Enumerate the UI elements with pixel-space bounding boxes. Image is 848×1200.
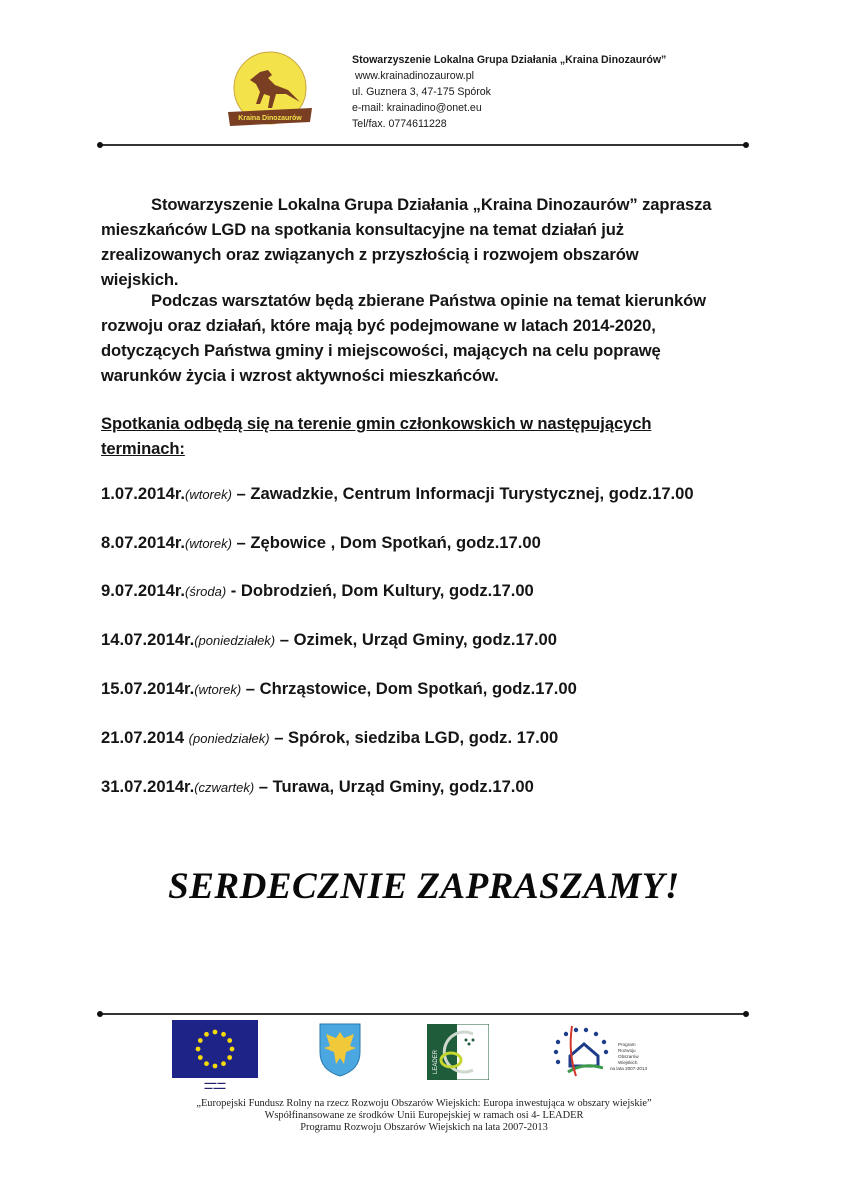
org-name: Stowarzyszenie Lokalna Grupa Działania „Kraina Dinozaurów” <box>352 54 667 66</box>
meeting-item <box>101 533 541 553</box>
heading-line: Spotkania odbędą się na terenie gmin członkowskich w następujących <box>101 414 652 433</box>
prow-line: Rozwoju <box>618 1048 636 1053</box>
prow-line: Program <box>618 1042 636 1047</box>
logo-banner-text: Kraina Dinozaurów <box>238 115 302 122</box>
funding-line: „Europejski Fundusz Rolny na rzecz Rozwoju Obszarów Wiejskich: Europa inwestująca w obszary wiejskie” <box>196 1098 652 1109</box>
meeting-day: (czwartek) <box>194 780 255 795</box>
meeting-day: (wtorek) <box>184 536 232 551</box>
text-line: wiejskich. <box>101 270 179 289</box>
org-email[interactable]: e-mail: krainadino@onet.eu <box>352 102 482 114</box>
prow-logo-caption <box>610 1042 648 1072</box>
intro-paragraph-2 <box>101 288 761 388</box>
meeting-details: – Ozimek, Urząd Gminy, godz.17.00 <box>275 630 558 649</box>
heading-line: terminach: <box>101 439 185 458</box>
meeting-item <box>101 484 694 504</box>
meeting-item <box>101 630 557 650</box>
meeting-details: – Zębowice , Dom Spotkań, godz.17.00 <box>231 533 541 552</box>
meeting-details: – Zawadzkie, Centrum Informacji Turystycznej, godz.17.00 <box>231 484 694 503</box>
eu-flag-caption: ▬▬▬ ▬▬ ▬▬ ▬▬▬ <box>204 1080 226 1090</box>
meeting-date: 15.07.2014r. <box>101 679 195 698</box>
text-line: zrealizowanych oraz związanych z przyszłością i rozwojem obszarów <box>101 245 639 264</box>
prow-line: Obszarów <box>618 1054 639 1059</box>
meeting-day: (poniedziałek) <box>194 633 276 648</box>
text-line: dotyczących Państwa gminy i miejscowości, mających na celu poprawę <box>101 341 661 360</box>
org-address: ul. Guznera 3, 47-175 Spórok <box>352 86 491 98</box>
meeting-date: 31.07.2014r. <box>101 777 195 796</box>
text-line: rozwoju oraz działań, które mają być podejmowane w latach 2014-2020, <box>101 316 656 335</box>
funding-statement <box>0 1098 848 1134</box>
lgd-logo <box>220 50 320 135</box>
text-line: mieszkańców LGD na spotkania konsultacyjne na temat działań już <box>101 220 624 239</box>
meeting-date: 14.07.2014r. <box>101 630 195 649</box>
text-line: Podczas warsztatów będą zbierane Państwa opinie na temat kierunków <box>151 291 706 310</box>
eu-flag-icon <box>172 1020 258 1078</box>
meeting-day: (poniedziałek) <box>188 731 270 746</box>
meeting-day: (wtorek) <box>194 682 242 697</box>
prow-line: Wiejskich <box>618 1060 638 1065</box>
meeting-details: – Turawa, Urząd Gminy, godz.17.00 <box>254 777 534 796</box>
funding-line: Współfinansowane ze środków Unii Europejskiej w ramach osi 4- LEADER <box>264 1110 584 1121</box>
closing-invitation: SERDECZNIE ZAPRASZAMY! <box>168 866 680 907</box>
leader-logo-text: LEADER <box>433 1049 439 1074</box>
meeting-date: 9.07.2014r. <box>101 581 185 600</box>
meeting-date: 8.07.2014r. <box>101 533 185 552</box>
footer-divider <box>100 1013 746 1015</box>
text-line: Stowarzyszenie Lokalna Grupa Działania „Kraina Dinozaurów” zaprasza <box>151 195 712 214</box>
intro-paragraph-1 <box>101 192 761 292</box>
meeting-date: 21.07.2014 <box>101 728 189 747</box>
leader-logo-icon <box>427 1024 489 1080</box>
opole-coat-of-arms-icon <box>318 1022 362 1078</box>
funding-line: Programu Rozwoju Obszarów Wiejskich na lata 2007-2013 <box>300 1122 548 1133</box>
org-website[interactable]: www.krainadinozaurow.pl <box>355 70 474 82</box>
meeting-details: – Spórok, siedziba LGD, godz. 17.00 <box>269 728 559 747</box>
meeting-item <box>101 679 577 699</box>
header-divider <box>100 144 746 146</box>
meeting-details: – Chrząstowice, Dom Spotkań, godz.17.00 <box>241 679 577 698</box>
meeting-day: (wtorek) <box>184 487 232 502</box>
org-phone: Tel/fax. 0774611228 <box>352 118 447 130</box>
org-contact-block <box>352 52 666 132</box>
meeting-day: (środa) <box>184 584 227 599</box>
meeting-item <box>101 728 558 748</box>
meetings-heading <box>101 411 761 461</box>
meeting-item <box>101 581 534 601</box>
meeting-date: 1.07.2014r. <box>101 484 185 503</box>
text-line: warunków życia i wzrost aktywności mieszkańców. <box>101 366 499 385</box>
meeting-details: - Dobrodzień, Dom Kultury, godz.17.00 <box>226 581 534 600</box>
meeting-item <box>101 777 534 797</box>
prow-line: na lata 2007-2013 <box>610 1066 648 1071</box>
